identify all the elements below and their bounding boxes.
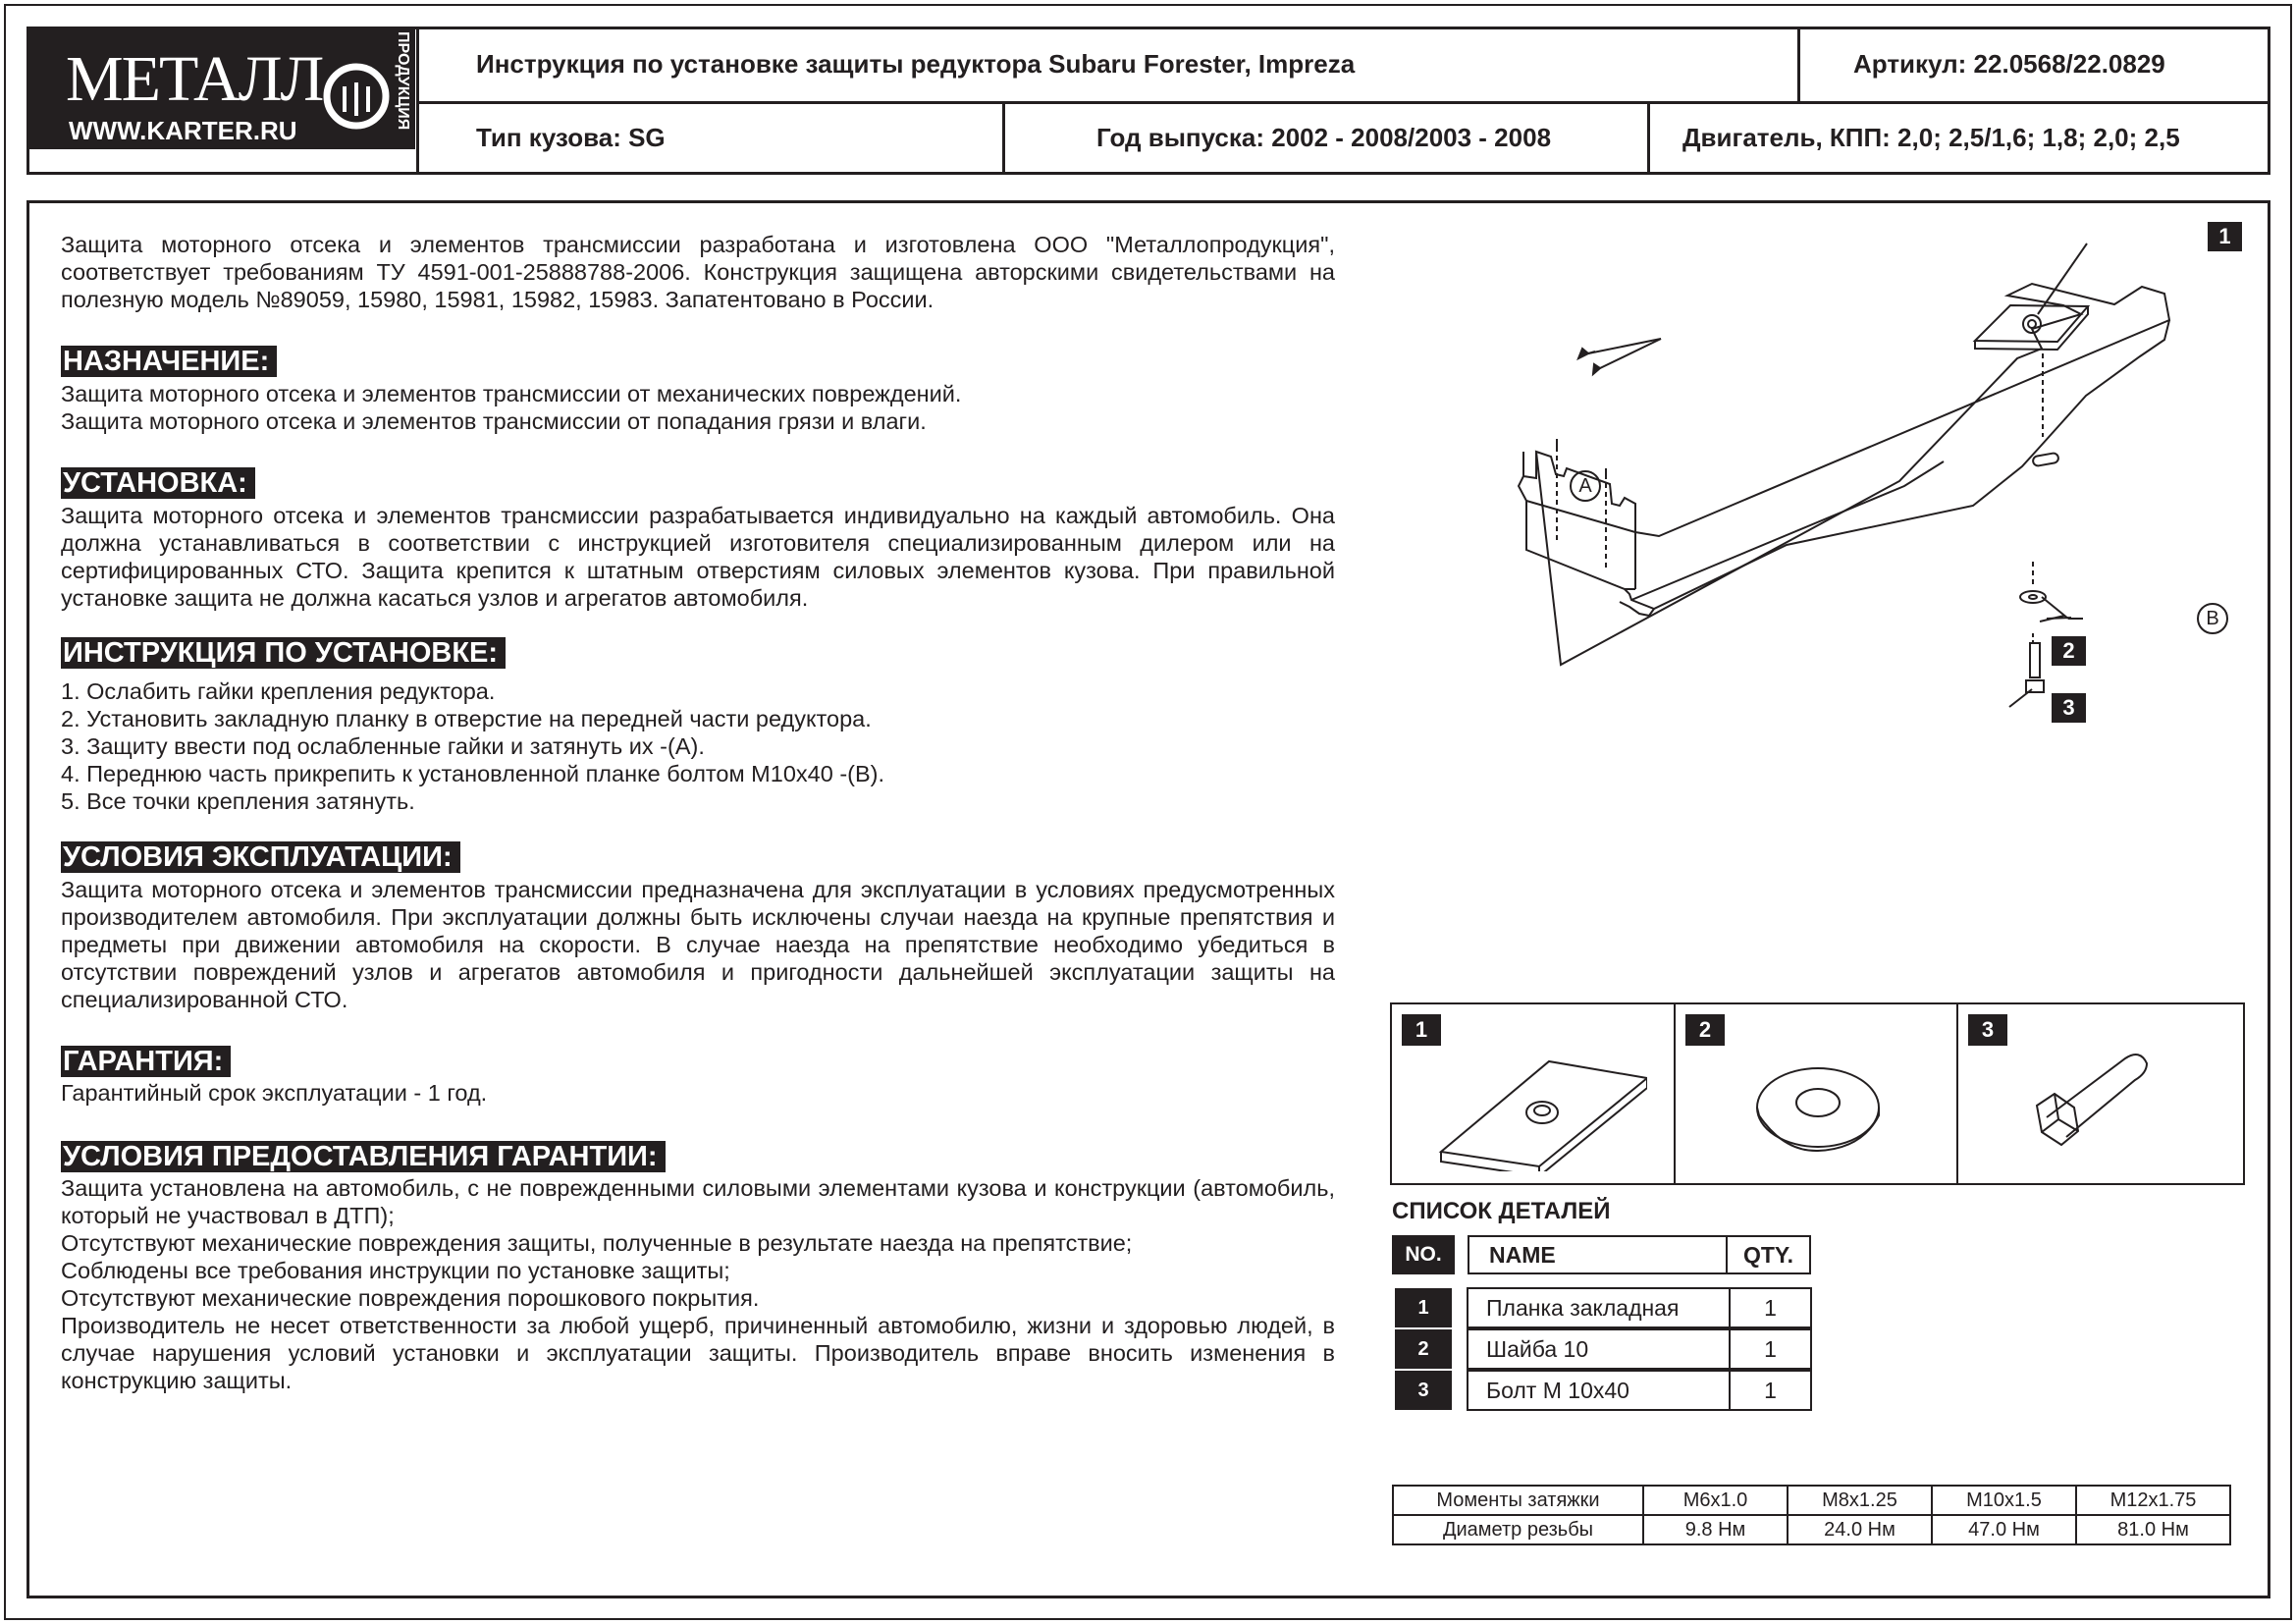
header-year — [1002, 101, 1650, 175]
parts-list-header-no-text: NO. — [1405, 1243, 1442, 1266]
parts-row-2-name-text: Шайба 10 — [1486, 1335, 1589, 1362]
parts-list-title: СПИСОК ДЕТАЛЕЙ — [1392, 1198, 1611, 1224]
label-a: A — [1578, 474, 1592, 497]
torque-table — [1392, 1485, 2231, 1545]
mounting-plate-drawing — [1975, 305, 2088, 342]
torque-size-3: M10x1.5 — [1932, 1486, 2076, 1515]
header-body-type — [416, 101, 1005, 175]
logo-url: WWW.KARTER.RU — [69, 116, 297, 145]
parts-row-1-name-text: Планка закладная — [1486, 1294, 1680, 1321]
torque-value-3: 47.0 Нм — [1932, 1515, 2076, 1544]
parts-row-1-name — [1467, 1287, 1731, 1328]
parts-row-2-name — [1467, 1328, 1731, 1370]
parts-list-header-qty — [1726, 1235, 1811, 1274]
company-logo — [29, 29, 415, 149]
logo-arc-text: ПРОДУКЦИЯ — [395, 31, 411, 131]
section-heading-operation: УСЛОВИЯ ЭКСПЛУАТАЦИИ: — [61, 841, 460, 873]
section-heading-install: УСТАНОВКА: — [61, 467, 255, 499]
instruction-step-4: 4. Переднюю часть прикрепить к установленной планке болтом М10х40 -(В). — [61, 761, 885, 786]
parts-list-header-name-text: NAME — [1489, 1241, 1556, 1268]
part-box-3-number: 3 — [1968, 1014, 2007, 1046]
purpose-line-2: Защита моторного отсека и элементов трансмиссии от попадания грязи и влаги. — [61, 408, 927, 434]
washer-icon — [1744, 1049, 1901, 1166]
parts-row-3-name-text: Болт М 10х40 — [1486, 1377, 1629, 1403]
part-box-1-number: 1 — [1402, 1014, 1441, 1046]
header-engine — [1647, 101, 2270, 175]
warranty-condition-4: Отсутствуют механические повреждения порошкового покрытия. — [61, 1285, 760, 1311]
parts-list-header-name — [1468, 1235, 1728, 1274]
parts-row-2-qty — [1729, 1328, 1812, 1370]
parts-row-3-no: 3 — [1395, 1371, 1452, 1410]
warranty-condition-2: Отсутствуют механические повреждения защиты, полученные в результате наезда на препятствие; — [61, 1230, 1133, 1256]
torque-value-2: 24.0 Нм — [1788, 1515, 1932, 1544]
parts-row-2-qty-text: 1 — [1764, 1335, 1777, 1362]
header-article-text: Артикул: 22.0568/22.0829 — [1853, 48, 2165, 79]
torque-row-sizes — [1393, 1486, 2230, 1515]
instruction-step-3: 3. Защиту ввести под ослабленные гайки и затянуть их -(А). — [61, 733, 705, 759]
label-b-circle — [2197, 603, 2228, 634]
torque-value-1: 9.8 Нм — [1643, 1515, 1788, 1544]
section-heading-purpose: НАЗНАЧЕНИЕ: — [61, 346, 277, 377]
warranty-condition-3: Соблюдены все требования инструкции по установке защиты; — [61, 1258, 730, 1283]
torque-size-1: M6x1.0 — [1643, 1486, 1788, 1515]
callout-badge-1: 1 — [2208, 222, 2242, 251]
bolt-icon — [2017, 1029, 2174, 1176]
header-article — [1797, 27, 2270, 101]
callout-badge-2: 2 — [2052, 636, 2086, 666]
torque-value-4: 81.0 Нм — [2076, 1515, 2230, 1544]
callout-badge-3: 3 — [2052, 693, 2086, 723]
part-box-2-number: 2 — [1685, 1014, 1725, 1046]
plate-icon — [1431, 1034, 1647, 1171]
torque-row-values — [1393, 1515, 2230, 1544]
bolt-drawing — [2030, 643, 2040, 677]
part-box-1 — [1390, 1002, 1676, 1185]
parts-row-1-qty — [1729, 1287, 1812, 1328]
parts-row-1-no: 1 — [1395, 1288, 1452, 1327]
section-heading-warranty-conditions: УСЛОВИЯ ПРЕДОСТАВЛЕНИЯ ГАРАНТИИ: — [61, 1141, 666, 1172]
header-year-text: Год выпуска: 2002 - 2008/2003 - 2008 — [1096, 123, 1552, 152]
torque-label: Моменты затяжки — [1393, 1486, 1643, 1515]
instruction-step-1: 1. Ослабить гайки крепления редуктора. — [61, 678, 496, 704]
torque-size-2: M8x1.25 — [1788, 1486, 1932, 1515]
warranty-condition-1: Защита установлена на автомобиль, с не поврежденными силовыми элементами кузова и конструкции (автомобиль, который не участвовал в ДТП); — [61, 1175, 1335, 1228]
parts-row-3-qty — [1729, 1370, 1812, 1411]
header-engine-text: Двигатель, КПП: 2,0; 2,5/1,6; 1,8; 2,0; 2,5 — [1682, 123, 2180, 152]
label-b: B — [2206, 607, 2219, 629]
instruction-step-2: 2. Установить закладную планку в отверстие на передней части редуктора. — [61, 706, 872, 731]
parts-list-header-qty-text: QTY. — [1742, 1241, 1794, 1268]
thread-diameter-label: Диаметр резьбы — [1393, 1515, 1643, 1544]
install-text: Защита моторного отсека и элементов трансмиссии разрабатывается индивидуально на каждый автомобиль. Она должна устанавливаться в соответствии с инструкцией изготовителя специализированным дилером или на сертифицированных СТО. Защита крепится к штатным отверстиям силовых элементов кузова. При правильной установке защита не должна касаться узлов и агрегатов автомобиля. — [61, 503, 1335, 611]
parts-row-3-qty-text: 1 — [1764, 1377, 1777, 1403]
part-box-2 — [1674, 1002, 1958, 1185]
parts-row-2-no: 2 — [1395, 1329, 1452, 1369]
warranty-text: Гарантийный срок эксплуатации - 1 год. — [61, 1080, 488, 1106]
label-a-circle — [1570, 470, 1601, 502]
skid-plate-outline — [1523, 284, 2169, 665]
intro-text: Защита моторного отсека и элементов трансмиссии разработана и изготовлена ООО "Металлопродукция", соответствует требованиям ТУ 4591-001-25888788-2006. Конструкция защищена авторскими свидетельствами на полезную модель №89059, 15980, 15981, 15982, 15983. Запатентовано в России. — [61, 232, 1335, 312]
operation-text: Защита моторного отсека и элементов трансмиссии предназначена для эксплуатации в условиях предусмотренных производителем автомобиля. При эксплуатации должны быть исключены случаи наезда на крупные препятствия и предметы при движении автомобиля на скорости. В случае наезда на препятствие необходимо убедиться в отсутствии повреждений узлов и агрегатов автомобиля и пригодности дальнейшей эксплуатации защиты на специализированной СТО. — [61, 877, 1335, 1012]
parts-row-1-qty-text: 1 — [1764, 1294, 1777, 1321]
section-heading-warranty: ГАРАНТИЯ: — [61, 1046, 231, 1077]
warranty-condition-5: Производитель не несет ответственности за любой ущерб, причиненный автомобилю, жизни и здоровью людей, в случае нарушения условий установки и эксплуатации защиты. Производитель вправе вносить изменения в конструкцию защиты. — [61, 1313, 1335, 1393]
instruction-step-5: 5. Все точки крепления затянуть. — [61, 788, 415, 814]
header-title-text: Инструкция по установке защиты редуктора Subaru Forester, Impreza — [476, 48, 1356, 79]
purpose-line-1: Защита моторного отсека и элементов трансмиссии от механических повреждений. — [61, 381, 962, 406]
section-heading-instructions: ИНСТРУКЦИЯ ПО УСТАНОВКЕ: — [61, 637, 506, 669]
parts-list-header-no — [1392, 1235, 1455, 1274]
header-title — [416, 27, 1800, 101]
assembly-drawing — [1355, 211, 2287, 918]
parts-row-3-name — [1467, 1370, 1731, 1411]
header-body-type-text: Тип кузова: SG — [476, 123, 666, 152]
logo-brand: МЕТАЛЛ — [66, 43, 323, 115]
torque-size-4: M12x1.75 — [2076, 1486, 2230, 1515]
part-box-3 — [1956, 1002, 2245, 1185]
